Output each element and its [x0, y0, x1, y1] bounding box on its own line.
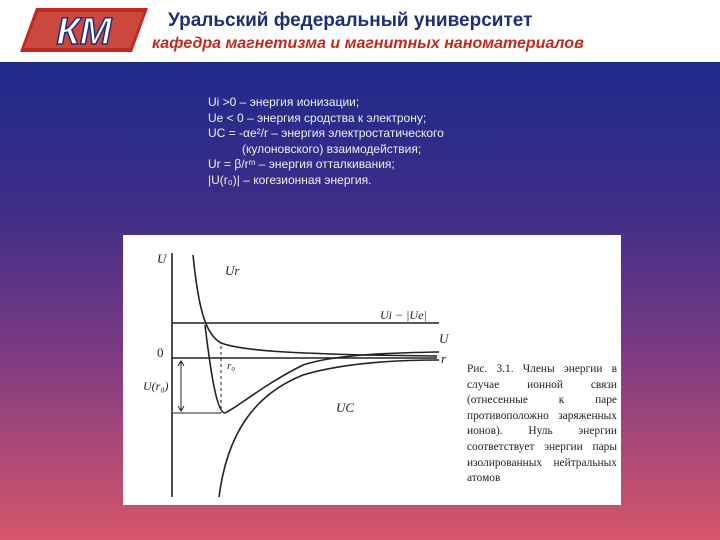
figure-caption: Рис. 3.1. Члены энергии в случае ионной связи (отнесенные к паре противоположно заряженных ионов). Нуль энергии соответствует энергии пары изолированных нейтральных атомов: [467, 363, 617, 485]
uc-label: UC: [336, 400, 355, 415]
ur-label: Ur: [225, 263, 240, 278]
u-total-curve: [205, 325, 439, 413]
energy-figure: [123, 235, 621, 505]
ui-ue-label: Ui − |Ue|: [380, 308, 427, 322]
uc-curve: [219, 360, 439, 497]
definition-coulomb-cont: (кулоновского) взаимодействия;: [242, 141, 422, 156]
definition-repulsion: Ur = β/rᵐ – энергия отталкивания;: [208, 157, 395, 171]
definition-coulomb: UC = -αe²/r – энергия электростатического: [208, 126, 444, 140]
logo-text: КМ: [56, 11, 112, 53]
r0-label: r₀: [227, 360, 236, 372]
zero-label: 0: [157, 345, 164, 360]
department-title: кафедра магнетизма и магнитных наноматериалов: [152, 35, 584, 52]
km-logo: [14, 4, 154, 56]
university-title: Уральский федеральный университет: [168, 10, 533, 31]
definition-ionization: Ui >0 – энергия ионизации;: [208, 95, 360, 109]
r-axis-label: r: [441, 351, 447, 366]
header: [0, 0, 720, 62]
definitions-list: [208, 95, 444, 188]
definition-affinity: Ue < 0 – энергия сродства к электрону;: [208, 110, 427, 125]
ur0-label: U(r₀): [143, 379, 169, 393]
definition-cohesion: |U(r₀)| – когезионная энергия.: [208, 172, 372, 187]
u-axis-label: U: [157, 251, 167, 266]
u-total-label: U: [439, 331, 449, 346]
